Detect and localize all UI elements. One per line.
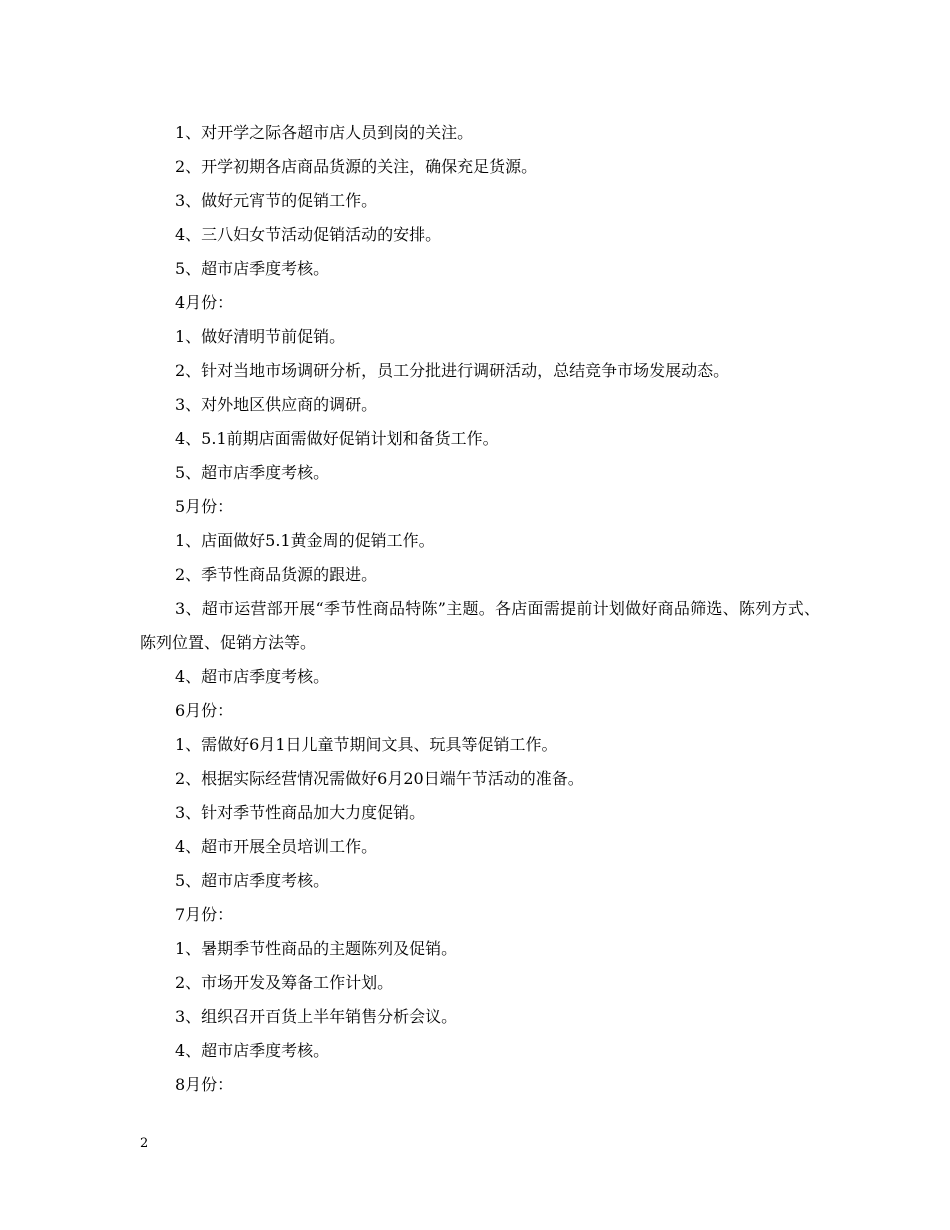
paragraph: 1、对开学之际各超市店人员到岗的关注。 [175,123,474,142]
paragraph: 5、超市店季度考核。 [175,463,330,482]
paragraph: 1、做好清明节前促销。 [175,327,346,346]
paragraph: 3、针对季节性商品加大力度促销。 [175,803,426,822]
paragraph: 5、超市店季度考核。 [175,871,330,890]
paragraph: 2、季节性商品货源的跟进。 [175,565,378,584]
paragraph: 4、超市店季度考核。 [175,667,330,686]
paragraph: 5、超市店季度考核。 [175,259,330,278]
paragraph: 4、超市开展全员培训工作。 [175,837,378,856]
section-heading-july: 7月份： [175,905,234,924]
paragraph: 2、市场开发及筹备工作计划。 [175,973,394,992]
section-heading-april: 4月份： [175,293,234,312]
paragraph: 2、根据实际经营情况需做好6月20日端午节活动的准备。 [175,769,584,788]
page-number: 2 [140,1136,149,1151]
paragraph: 3、超市运营部开展“季节性商品特陈”主题。各店面需提前计划做好商品筛选、陈列方式、陈列位置、促销方法等。 [140,599,820,652]
paragraph: 3、做好元宵节的促销工作。 [175,191,378,210]
paragraph: 1、店面做好5.1黄金周的促销工作。 [175,531,435,550]
paragraph: 4、超市店季度考核。 [175,1041,330,1060]
paragraph: 1、暑期季节性商品的主题陈列及促销。 [175,939,458,958]
section-heading-may: 5月份： [175,497,234,516]
document-body [140,116,820,1102]
section-heading-june: 6月份： [175,701,234,720]
paragraph: 2、针对当地市场调研分析，员工分批进行调研活动，总结竞争市场发展动态。 [175,361,730,380]
paragraph: 2、开学初期各店商品货源的关注，确保充足货源。 [175,157,538,176]
paragraph: 4、5.1前期店面需做好促销计划和备货工作。 [175,429,499,448]
section-heading-august: 8月份： [175,1075,234,1094]
paragraph: 4、三八妇女节活动促销活动的安排。 [175,225,442,244]
paragraph: 3、组织召开百货上半年销售分析会议。 [175,1007,458,1026]
paragraph: 3、对外地区供应商的调研。 [175,395,378,414]
paragraph: 1、需做好6月1日儿童节期间文具、玩具等促销工作。 [175,735,558,754]
